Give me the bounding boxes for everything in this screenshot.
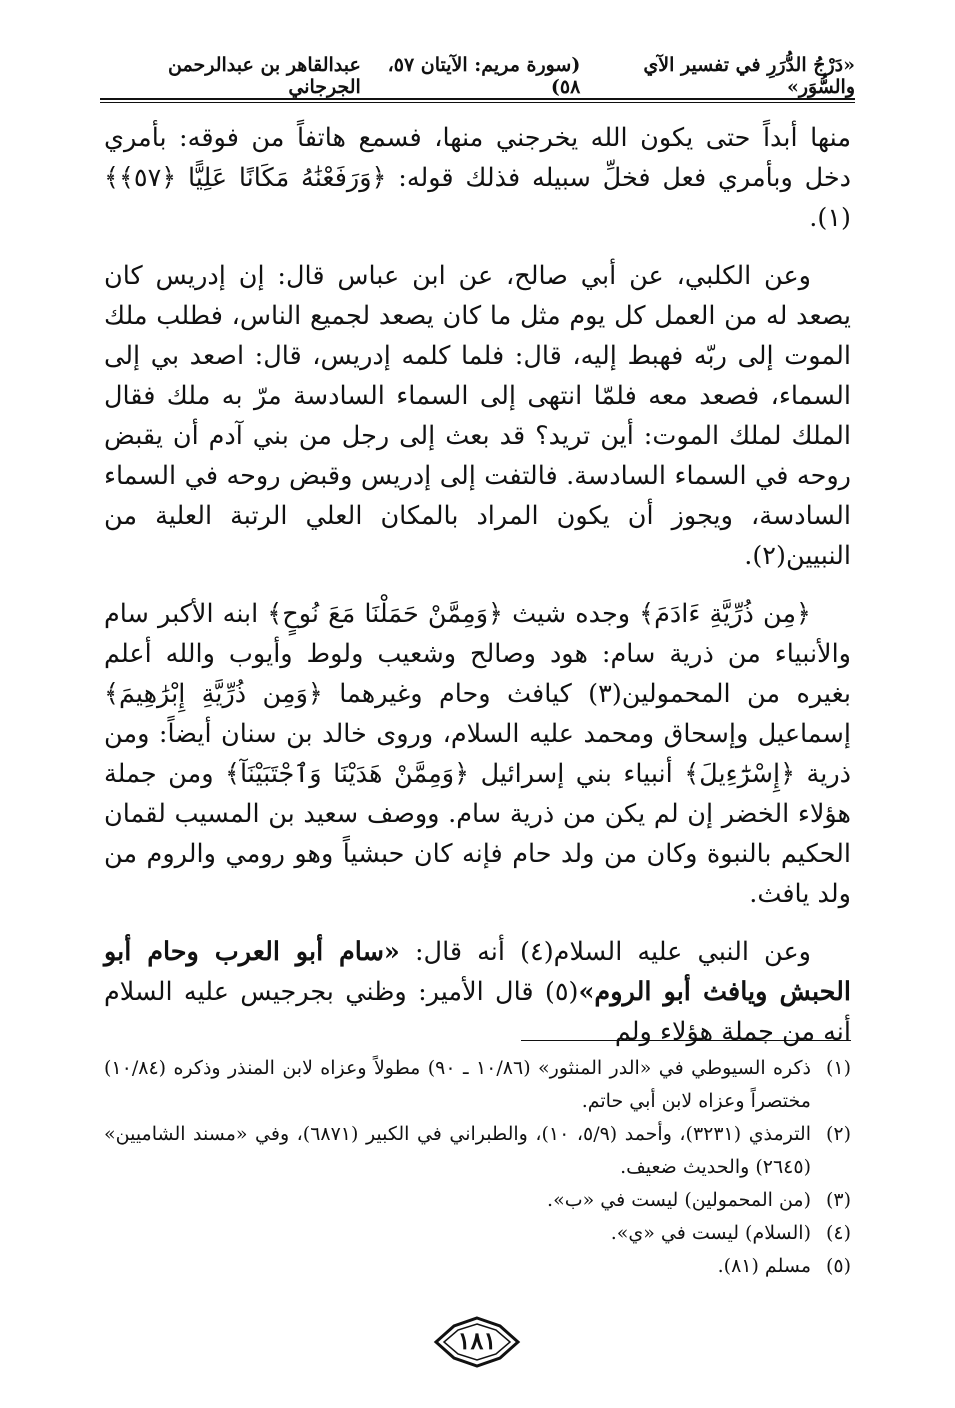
paragraph-3: ﴿مِن ذُرِّيَّةِ ءَادَمَ﴾ وجده شيث ﴿وَمِمَّنْ حَمَلْنَا مَعَ نُوحٍ﴾ ابنه الأكبر سام والأنبياء من ذرية سام: هود وصالح وشعيب ولوط وأيوب والله أعلم بغيره من المحمولين(٣) كيافث وحام وغيرهما ﴿وَمِن ذُرِّيَّةِ إِبْرَٰهِيمَ﴾ إسماعيل وإسحاق ومحمد عليه السلام، وروى خالد بن سنان أيضاً: ومن ذرية ﴿إِسْرَٰٓءِيلَ﴾ أنبياء بني إسرائيل ﴿وَمِمَّنْ هَدَيْنَا وَٱجْتَبَيْنَآ﴾ ومن جملة هؤلاء الخضر إن لم يكن من ذرية سام. ووصف سعيد بن المسيب لقمان الحكيم بالنبوة وكان من ولد حام فإنه كان حبشياً وهو رومي والروم من ولد يافث.	[104, 599, 851, 909]
footnote-number: (٤)	[825, 1222, 851, 1244]
footnote-number: (٢)	[825, 1123, 851, 1145]
page-number: ١٨١	[457, 1326, 497, 1355]
main-text	[104, 118, 851, 1070]
footnote-text: ذكره السيوطي في «الدر المنثور» (١٠/٨٦ ـ ٩٠) مطولاً وعزاه لابن المنذر وذكره (١٠/٨٤) مختصراً وعزاه لابن أبي حاتم.	[104, 1057, 811, 1112]
paragraph-4	[104, 932, 851, 1052]
paragraph-2: وعن الكلبي، عن أبي صالح، عن ابن عباس قال: إن إدريس كان يصعد له من العمل كل يوم مثل ما كان يصعد لجميع الناس، فطلب ملك الموت إلى ربّه فهبط إليه، قال: فلما كلمه إدريس، قال: اصعد بي إلى السماء، فصعد معه فلمّا انتهى إلى السماء السادسة مرّ به ملك فقال الملك لملك الموت: أين تريد؟ قد بعث إلى رجل من بني آدم أن يقبض روحه في السماء السادسة. فالتفت إلى إدريس وقبض روحه في السماء السادسة، ويجوز أن يكون المراد بالمكان العلي الرتبة العلية من النبيين(٢).	[104, 261, 851, 571]
footnote-text: (السلام) ليست في «ي».	[610, 1222, 811, 1244]
footnote	[104, 1184, 851, 1217]
footnote	[104, 1250, 851, 1283]
header-surah-reference: (سورة مريم: الآيتان ٥٧، ٥٨)	[387, 54, 581, 98]
hadith-quote: «سام أبو العرب وحام أبو الحبش ويافث أبو الروم»	[104, 937, 852, 1007]
paragraph-1: منها أبداً حتى يكون الله يخرجني منها، فسمع هاتفاً من فوقه: بأمري دخل وبأمري فعل فخلِّ سبيله فذلك قوله: ﴿وَرَفَعْنَٰهُ مَكَانًا عَلِيًّا ﴿٥٧﴾﴾(١).	[104, 123, 851, 233]
footnote-number: (٣)	[825, 1189, 851, 1211]
running-header	[100, 56, 855, 96]
footnote	[104, 1118, 851, 1184]
footnote-number: (١)	[825, 1057, 851, 1079]
footnote-divider	[521, 1040, 851, 1041]
page-number-ornament	[432, 1316, 522, 1368]
footnote-text: (من المحمولين) ليست في «ب».	[547, 1189, 811, 1211]
footnote-number: (٥)	[825, 1255, 851, 1277]
footnote	[104, 1052, 851, 1118]
footnote-text: مسلم (٨١).	[717, 1255, 811, 1277]
header-book-title: «دَرْجُ الدُّرَرِ في تفسير الآي والسُّوَر»	[643, 54, 855, 98]
header-author: عبدالقاهر بن عبدالرحمن الجرجاني	[168, 54, 361, 98]
footnotes	[104, 1052, 851, 1283]
header-divider	[100, 98, 855, 100]
paragraph-4-rest: (٥) قال الأمير: وظني بجرجيس عليه السلام أنه من جملة هؤلاء ولم	[104, 977, 851, 1047]
paragraph-4-intro: وعن النبي عليه السلام(٤) أنه قال:	[399, 937, 811, 967]
header-divider-thin	[100, 102, 855, 103]
footnote	[104, 1217, 851, 1250]
footnote-text: الترمذي (٣٢٣١)، وأحمد (٥/٩، ١٠)، والطبراني في الكبير (٦٨٧١)، وفي «مسند الشاميين» (٢٦٤٥) والحديث ضعيف.	[104, 1123, 811, 1178]
